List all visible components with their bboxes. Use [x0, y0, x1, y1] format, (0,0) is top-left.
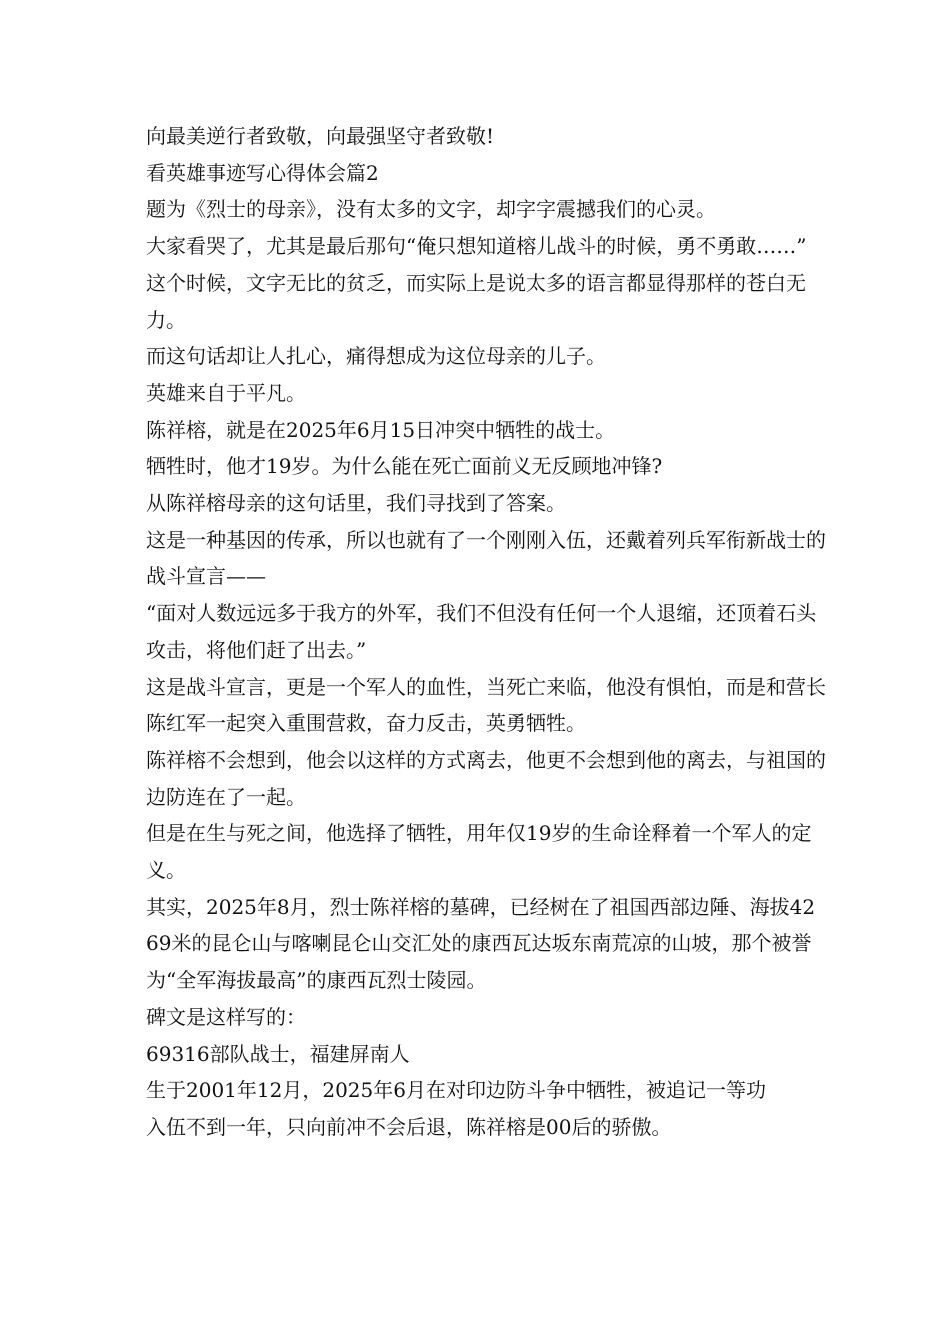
paragraph: 碑文是这样写的： — [146, 1004, 306, 1029]
paragraph: 英雄来自于平凡。 — [146, 380, 306, 405]
paragraph: 这是战斗宣言，更是一个军人的血性，当死亡来临，他没有惧怕，而是和营长陈红军一起突入重围营救，奋力反击，英勇牺牲。 — [146, 674, 826, 736]
body-text — [146, 118, 826, 1146]
paragraph: 而这句话却让人扎心，痛得想成为这位母亲的儿子。 — [146, 344, 606, 369]
paragraph: 题为《烈士的母亲》，没有太多的文字，却字字震撼我们的心灵。 — [146, 197, 716, 222]
paragraph: 其实，2025年8月，烈士陈祥榕的墓碑，已经树在了祖国西部边陲、海拔4269米的昆仑山与喀喇昆仑山交汇处的康西瓦达坂东南荒凉的山坡，那个被誉为“全军海拔最高”的康西瓦烈士陵园。 — [146, 894, 816, 993]
paragraph: 这个时候，文字无比的贫乏，而实际上是说太多的语言都显得那样的苍白无力。 — [146, 270, 806, 332]
paragraph: “面对人数远远多于我方的外军，我们不但没有任何一个人退缩，还顶着石头攻击，将他们赶了出去。” — [146, 601, 817, 662]
paragraph: 69316部队战士，福建屏南人 — [146, 1041, 410, 1066]
paragraph: 牺牲时，他才19岁。为什么能在死亡面前义无反顾地冲锋? — [146, 454, 663, 479]
paragraph: 大家看哭了，尤其是最后那句“俺只想知道榕儿战斗的时候，勇不勇敢……” — [146, 234, 807, 259]
paragraph: 这是一种基因的传承，所以也就有了一个刚刚入伍，还戴着列兵军衔新战士的战斗宣言—— — [146, 527, 826, 589]
section-heading: 看英雄事迹写心得体会篇2 — [146, 160, 379, 185]
paragraph: 入伍不到一年，只向前冲不会后退，陈祥榕是00后的骄傲。 — [146, 1114, 672, 1139]
paragraph: 生于2001年12月，2025年6月在对印边防斗争中牺牲，被追记一等功 — [146, 1078, 766, 1103]
paragraph: 但是在生与死之间，他选择了牺牲，用年仅19岁的生命诠释着一个军人的定义。 — [146, 821, 812, 883]
paragraph: 向最美逆行者致敬，向最强坚守者致敬! — [146, 124, 495, 148]
paragraph: 陈祥榕不会想到，他会以这样的方式离去，他更不会想到他的离去，与祖国的边防连在了一起。 — [146, 747, 826, 809]
paragraph: 陈祥榕，就是在2025年6月15日冲突中牺牲的战士。 — [146, 417, 616, 442]
paragraph: 从陈祥榕母亲的这句话里，我们寻找到了答案。 — [146, 491, 566, 516]
